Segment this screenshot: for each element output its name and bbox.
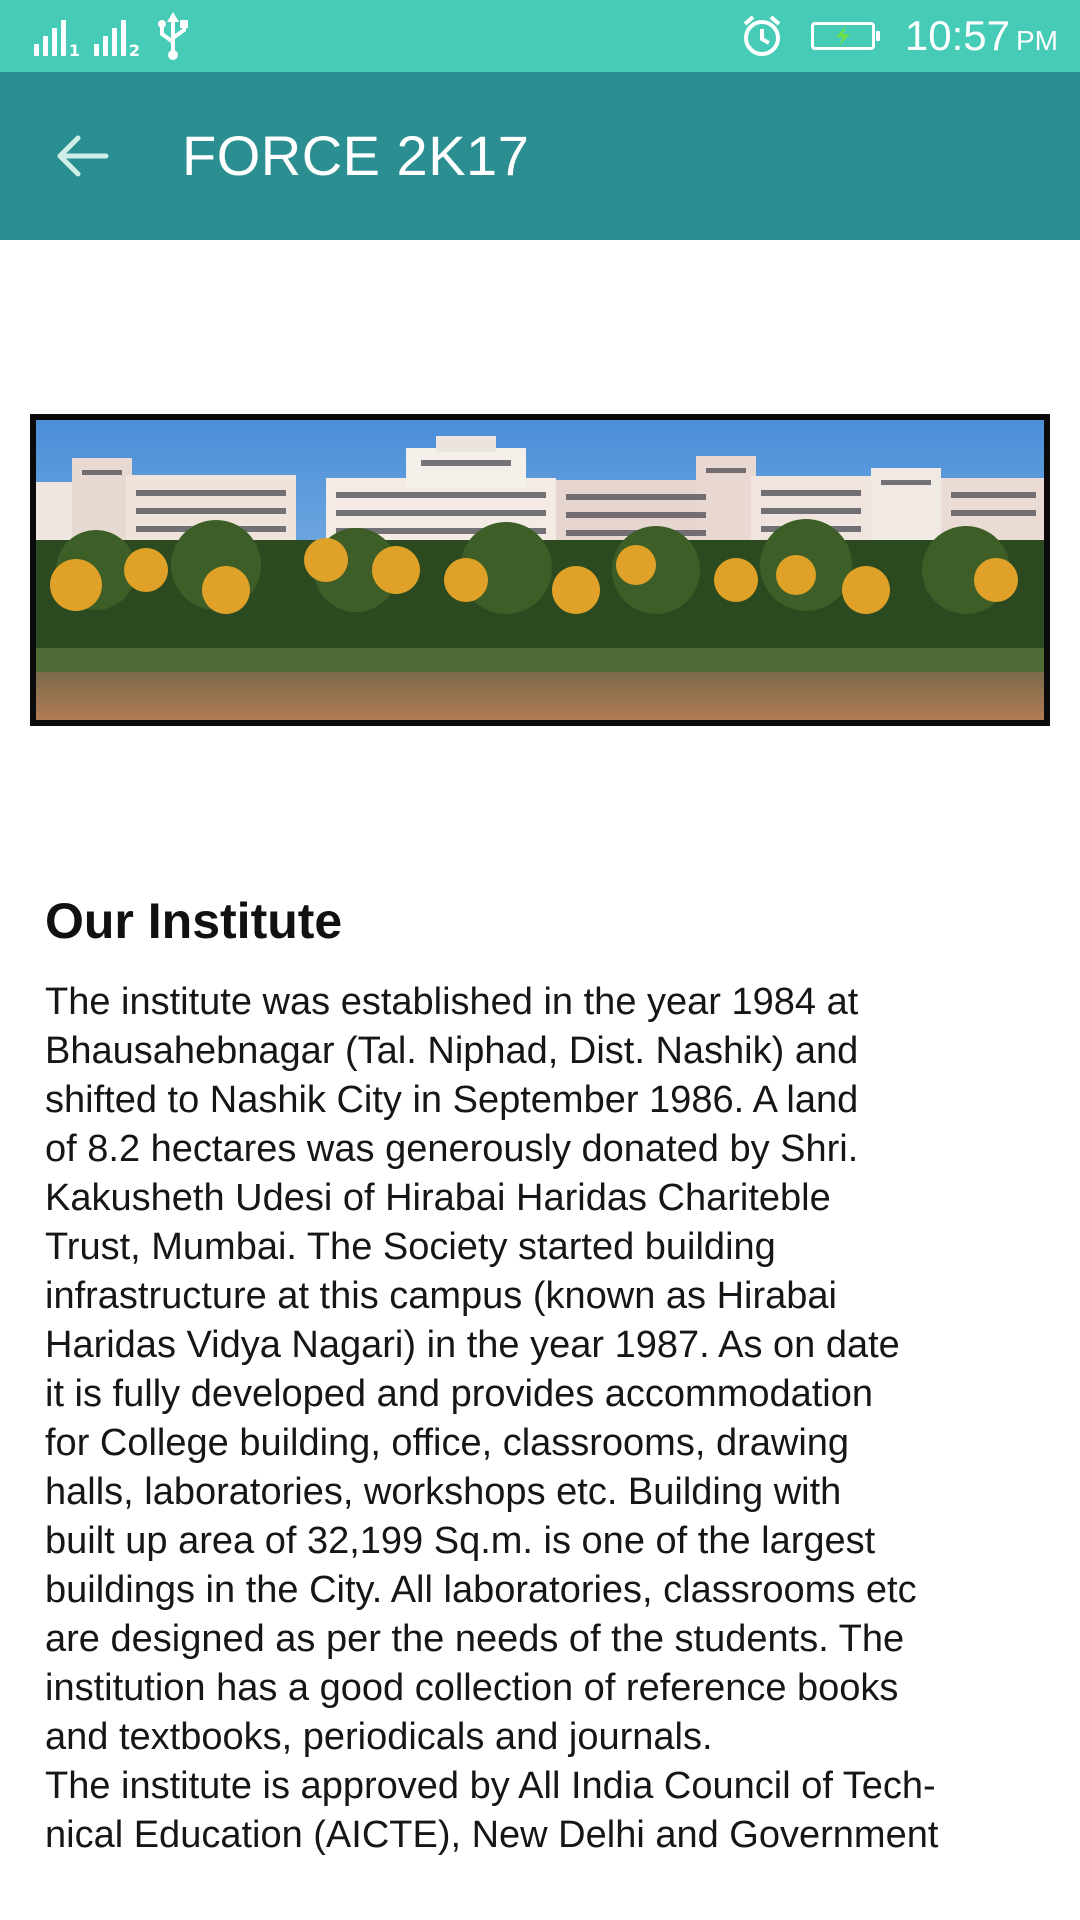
- back-button[interactable]: [40, 116, 124, 196]
- clock-time: 10:57: [904, 12, 1010, 59]
- section-heading: Our Institute: [45, 893, 343, 949]
- status-right-group: [741, 0, 1058, 72]
- status-left-group: [34, 12, 192, 60]
- app-bar: [0, 72, 1080, 240]
- clock-ampm: PM: [1016, 25, 1058, 56]
- usb-icon: [154, 12, 192, 60]
- page-title: FORCE 2K17: [182, 124, 530, 187]
- signal-icon: [94, 16, 140, 60]
- campus-building-photo: [36, 420, 1044, 720]
- signal-icon: [34, 16, 80, 60]
- status-bar: [0, 0, 1080, 72]
- institute-description: The institute was established in the year 1984 at Bhausahebnagar (Tal. Niphad, Dist. Nashik) and shifted to Nashik City in September 1986. A land of 8.2 hectares was generously donated by Shri. Kakusheth Udesi of Hirabai Haridas Chariteble Trust, Mumbai. The Society started building infrastructure at this campus (known as Hirabai Haridas Vidya Nagari) in the year 1987. As on date it is fully developed and provides accommodation for College building, office, classrooms, drawing halls, laboratories, workshops etc. Building with built up area of 32,199 Sq.m. is one of the largest buildings in the City. All laboratories, classrooms etc are designed as per the needs of the students. The institution has a good collection of reference books and textbooks, periodicals and journals. The institute is approved by All India Council of Tech- nical Education (AICTE), New Delhi and Government: [45, 981, 939, 1856]
- alarm-icon: [741, 14, 783, 58]
- sim1-label: 1: [68, 41, 80, 60]
- status-clock: [904, 12, 1058, 59]
- battery-charging-icon: [811, 22, 875, 50]
- campus-banner-image: [30, 414, 1050, 726]
- arrow-left-icon: [54, 132, 110, 180]
- sim2-label: 2: [128, 41, 140, 60]
